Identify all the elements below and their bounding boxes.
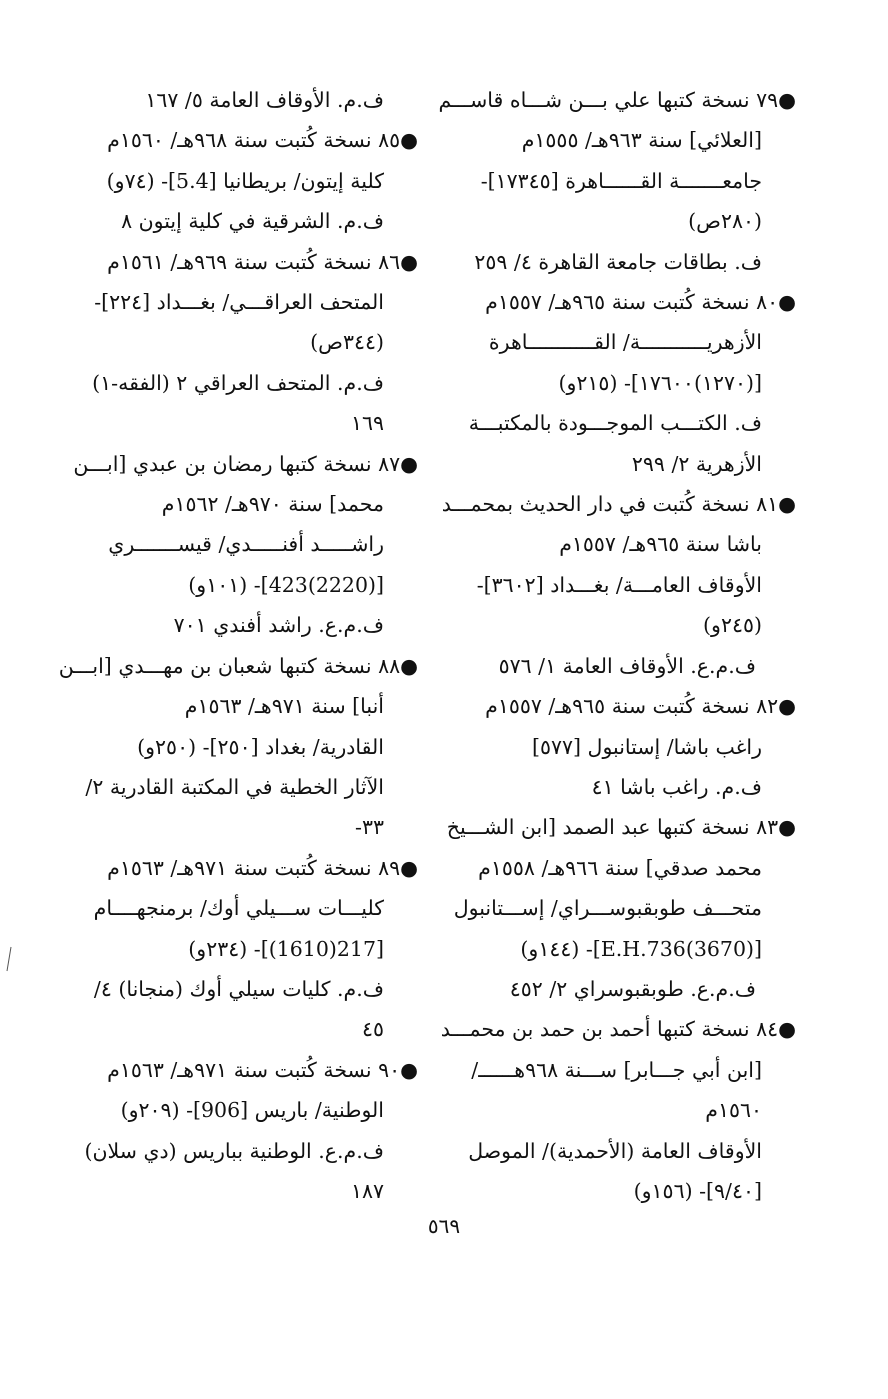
right-column-line: الأزهرية ٢/ ٢٩٩ (631, 451, 762, 476)
right-column-line: جامعـــــــة القــــــاهرة [١٧٣٤٥]- (480, 168, 762, 193)
left-column-line: ف.م. الأوقاف العامة ٥/ ١٦٧ (145, 88, 384, 112)
right-column-line: [(3670)E.H.736]- (١٤٤و) (520, 936, 762, 961)
left-column-line: ٤٥ (361, 1017, 384, 1042)
right-column-line: ●٨٤ نسخة كتبها أحمد بن حمد بن محمـــد (440, 1017, 796, 1042)
right-column-line: باشا سنة ٩٦٥هـ/ ١٥٥٧م (559, 532, 762, 557)
right-column-line: [٩/٤٠]- (١٥٦و) (633, 1178, 762, 1203)
left-column-line: ف.م.ع. راشد أفندي ٧٠١ (173, 613, 384, 638)
right-column-line: راغب باشا/ إستانبول [٥٧٧] (531, 734, 762, 759)
right-column-line: الأوقاف العامـــة/ بغـــداد [٣٦٠٢]- (476, 572, 762, 597)
left-column-line: (٣٤٤ص) (310, 330, 384, 355)
left-column-line: المتحف العراقـــي/ بغـــداد [٢٢٤]- (94, 290, 384, 315)
left-column-line: ●٩٠ نسخة كُتبت سنة ٩٧١هـ/ ١٥٦٣م (107, 1057, 418, 1082)
right-column-line: ف.م.ع. طوبقبوسراي ٢/ ٤٥٢ (509, 976, 756, 1001)
right-column-line: الأوقاف العامة (الأحمدية)/ الموصل (468, 1138, 762, 1163)
right-column-line: ●٨٠ نسخة كُتبت سنة ٩٦٥هـ/ ١٥٥٧م (485, 290, 796, 315)
left-column-line: ف.م. المتحف العراقي ٢ (الفقه-١) (92, 370, 384, 395)
left-column-line: ●٨٨ نسخة كتبها شعبان بن مهـــدي [ابـــن (58, 653, 418, 678)
left-column-line: كليـــات ســـيلي أوك/ برمنجهــــام (93, 896, 384, 921)
right-column-line: ف. الكتـــب الموجـــودة بالمكتبـــة (468, 411, 762, 436)
right-column-line: ●٨٢ نسخة كُتبت سنة ٩٦٥هـ/ ١٥٥٧م (485, 694, 796, 719)
right-column-line: [(١٢٧٠)١٧٦٠٠]- (٢١٥و) (558, 370, 762, 395)
left-column-line: ●٨٥ نسخة كُتبت سنة ٩٦٨هـ/ ١٥٦٠م (107, 128, 418, 153)
left-column-line: ف.م. الشرقية في كلية إيتون ٨ (121, 209, 384, 234)
left-column-line: ●٨٧ نسخة كتبها رمضان بن عبدي [ابـــن (73, 451, 418, 476)
right-column-line: متحـــف طوبقبوســـراي/ إســـتانبول (453, 896, 762, 921)
left-column-line: كلية إيتون/ بريطانيا [5.4]- (٧٤و) (106, 168, 384, 193)
left-column-line: ف.م.ع. الوطنية بباريس (دي سلان) (84, 1138, 384, 1163)
right-column-line: ف.م. راغب باشا ٤١ (591, 774, 762, 799)
left-column-line: ٣٣- (355, 815, 384, 840)
left-column-line: ف.م. كليات سيلي أوك (منجانا) ٤/ (93, 976, 384, 1001)
right-column-line: ١٥٦٠م (705, 1098, 762, 1123)
left-column-line: ١٨٧ (350, 1178, 384, 1203)
page-number: ٥٦٩ (427, 1214, 461, 1238)
left-column-line: [(2220)423]- (١٠١و) (188, 572, 384, 597)
left-column-line: الوطنية/ باريس [906]- (٢٠٩و) (120, 1098, 384, 1123)
right-column-line: (٢٤٥و) (703, 613, 762, 638)
right-column-line: ف.م.ع. الأوقاف العامة ١/ ٥٧٦ (498, 653, 756, 678)
right-column-line: ●٧٩ نسخة كتبها علي بـــن شـــاه قاســـم (438, 88, 796, 112)
stray-pen-mark (6, 946, 12, 972)
right-column-line: ف. بطاقات جامعة القاهرة ٤/ ٢٥٩ (474, 249, 762, 274)
left-column-line: أنبا] سنة ٩٧١هـ/ ١٥٦٣م (184, 694, 384, 719)
right-column-line: (٢٨٠ص) (688, 209, 762, 234)
left-column-line: راشـــــد أفنـــــدي/ قيســـــــري (108, 532, 384, 557)
left-column-line: [217(1610)]- (٢٣٤و) (188, 936, 384, 961)
right-column-line: محمد صدقي] سنة ٩٦٦هـ/ ١٥٥٨م (478, 855, 762, 880)
right-column-line: الأزهريـــــــــــة/ القـــــــــــاهرة (488, 330, 762, 355)
right-column-line: [العلائي] سنة ٩٦٣هـ/ ١٥٥٥م (521, 128, 762, 153)
right-column-line: ●٨٣ نسخة كتبها عبد الصمد [ابن الشـــيخ (446, 815, 796, 840)
left-column (58, 80, 418, 1211)
left-column-line: ●٨٩ نسخة كُتبت سنة ٩٧١هـ/ ١٥٦٣م (107, 855, 418, 880)
right-column-line: ●٨١ نسخة كُتبت في دار الحديث بمحمـــد (441, 492, 796, 517)
left-column-line: محمد] سنة ٩٧٠هـ/ ١٥٦٢م (161, 492, 384, 517)
right-column-line: [ابن أبي جـــابر] ســـنة ٩٦٨هــــــ/ (471, 1057, 762, 1082)
left-column-line: ●٨٦ نسخة كُتبت سنة ٩٦٩هـ/ ١٥٦١م (107, 249, 418, 274)
right-column (438, 80, 796, 1211)
left-column-line: القادرية/ بغداد [٢٥٠]- (٢٥٠و) (137, 734, 384, 759)
left-column-line: ١٦٩ (350, 411, 384, 436)
left-column-line: الآثار الخطية في المكتبة القادرية ٢/ (85, 774, 384, 799)
